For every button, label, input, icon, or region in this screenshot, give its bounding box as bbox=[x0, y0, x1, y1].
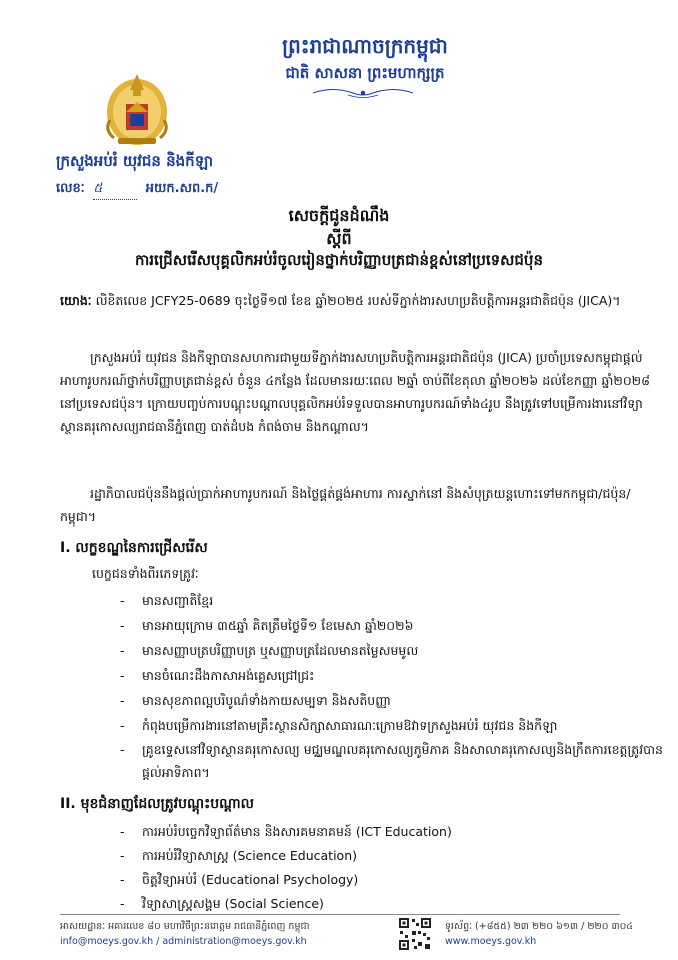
footer-website[interactable]: www.moeys.gov.kh bbox=[445, 936, 537, 947]
list-item: - មានសុខភាពល្អបរិបូណ៌ទាំងកាយសម្បទា និងសតិបញ្ញា bbox=[120, 688, 678, 713]
footer-divider bbox=[60, 914, 620, 915]
kingdom-title: ព្រះរាជាណាចក្រកម្ពុជា bbox=[282, 34, 448, 58]
ministry-name: ក្រសួងអប់រំ យុវជន និងកីឡា bbox=[56, 152, 214, 170]
list-item: - មានសញ្ជាតិខ្មែរ bbox=[120, 588, 678, 613]
list-item: - មានចំណេះដឹងភាសាអង់គ្លេសជ្រៅជ្រះ bbox=[120, 663, 678, 688]
list-item: - មានសញ្ញាបត្របរិញ្ញាបត្រ ឬសញ្ញាបត្រដែលមានតម្លៃសមមូល bbox=[120, 638, 678, 663]
footer-phone: ទូរស័ព្ទៈ (+៨៥៥) ២៣ ២២០ ៦១៣ / ២២០ ៣០៤ bbox=[445, 921, 634, 932]
national-motto: ជាតិ សាសនា ព្រះមហាក្សត្រ bbox=[285, 64, 445, 82]
reference-text: លិខិតលេខ JCFY25-0689 ចុះថ្ងៃទី១៧ ខែឧ ឆ្នាំ២០២៥ របស់ទីភ្នាក់ងារសហប្រតិបត្តិការអន្តរជាតិជប៉ុន (JICA)។ bbox=[95, 293, 621, 308]
qr-code-icon bbox=[398, 917, 432, 951]
ref-dots bbox=[93, 180, 137, 200]
notice-title: សេចក្តីជូនដំណឹង bbox=[288, 206, 390, 225]
ref-number: ៥ bbox=[93, 181, 103, 196]
footer-address: អាសយដ្ឋានៈ អគារលេខ ៨០ មហាវិថីព្រះនរោត្តម រាជធានីភ្នំពេញ កម្ពុជា bbox=[60, 921, 310, 932]
criteria-list bbox=[120, 588, 678, 786]
list-item: - គ្រូឧទ្ទេសនៅវិទ្យាស្ថានគរុកោសល្យ មជ្ឈមណ្ឌលគរុកោសល្យភូមិភាគ និងសាលាគរុកោសល្យនិងក្រឹតការខេត្តត្រូវបានផ្តល់អាទិភាព។ bbox=[120, 738, 678, 786]
royal-emblem-icon bbox=[104, 68, 170, 148]
list-item: - ការអប់រំវិទ្យាសាស្ត្រ (Science Education) bbox=[120, 844, 452, 868]
ref-label: លេខៈ bbox=[56, 181, 85, 196]
notice-subject: ការជ្រើសរើសបុគ្គលិកអប់រំចូលរៀនថ្នាក់បរិញ្ញាបត្រជាន់ខ្ពស់នៅប្រទេសជប៉ុន bbox=[135, 251, 543, 269]
section-heading-fields: II. មុខជំនាញដែលត្រូវបណ្តុះបណ្តាល bbox=[60, 796, 254, 812]
reference-number-line bbox=[56, 180, 218, 200]
section-heading-criteria: I. លក្ខខណ្ឌនៃការជ្រើសរើស bbox=[60, 540, 208, 556]
list-item: - ចិត្តវិទ្យាអប់រំ (Educational Psychology) bbox=[120, 868, 452, 892]
footer-emails[interactable]: info@moeys.gov.kh / administration@moeys.gov.kh bbox=[60, 936, 307, 947]
reference-block bbox=[60, 290, 660, 312]
list-item: - មានអាយុក្រោម ៣៥ឆ្នាំ គិតត្រឹមថ្ងៃទី១ ខែមេសា ឆ្នាំ២០២៦ bbox=[120, 613, 678, 638]
ref-code: អយក.សព.ក/ bbox=[145, 181, 219, 196]
body-paragraph-2: រដ្ឋាភិបាលជប៉ុននឹងផ្តល់ប្រាក់អាហារូបករណ៍ និងថ្លៃផ្គត់ផ្គង់អាហារ ការស្នាក់នៅ និងសំបុត្រយន្តហោះទៅមកកម្ពុជា/ជប៉ុន/កម្ពុជា។ bbox=[60, 486, 631, 524]
fields-list bbox=[120, 820, 452, 916]
criteria-intro: បេក្ខជនទាំងពីរភេទត្រូវៈ bbox=[92, 566, 199, 581]
list-item: - វិទ្យាសាស្ត្រសង្គម (Social Science) bbox=[120, 892, 452, 916]
body-paragraph-1: ក្រសួងអប់រំ យុវជន និងកីឡាបានសហការជាមួយទីភ្នាក់ងារសហប្រតិបត្តិការអន្តរជាតិជប៉ុន (JICA) ប្រចាំប្រទេសកម្ពុជាផ្តល់អាហារូបករណ៍ថ្នាក់បរិញ្ញាបត្រជាន់ខ្ពស់ ចំនួន ៤កន្លែង ដែលមានរយៈពេល ២ឆ្នាំ ចាប់ពីខែតុលា ឆ្នាំ២០២៦ ដល់ខែកញ្ញា ឆ្នាំ២០២៨ នៅប្រទេសជប៉ុន។ ក្រោយបញ្ចប់ការបណ្តុះបណ្តាលបុគ្គលិកអប់រំទទួលបានអាហារូបករណ៍ទាំង៤រូប នឹងត្រូវទៅបម្រើការងារនៅវិទ្យាស្ថានគរុកោសល្យរាជធានីភ្នំពេញ បាត់ដំបង កំពង់ចាម និងកណ្តាល។ bbox=[60, 350, 650, 434]
ornament-divider-icon bbox=[308, 86, 418, 100]
reference-label: យោងៈ bbox=[60, 293, 92, 308]
notice-subject-label: ស្តីពី bbox=[326, 229, 352, 248]
list-item: - កំពុងបម្រើការងារនៅតាមគ្រឹះស្ថានសិក្សាសាធារណៈក្រោមឱវាទក្រសួងអប់រំ យុវជន និងកីឡា bbox=[120, 713, 678, 738]
list-item: - ការអប់រំបច្ចេកវិទ្យាព័ត៌មាន និងសារគមនាគមន៍ (ICT Education) bbox=[120, 820, 452, 844]
